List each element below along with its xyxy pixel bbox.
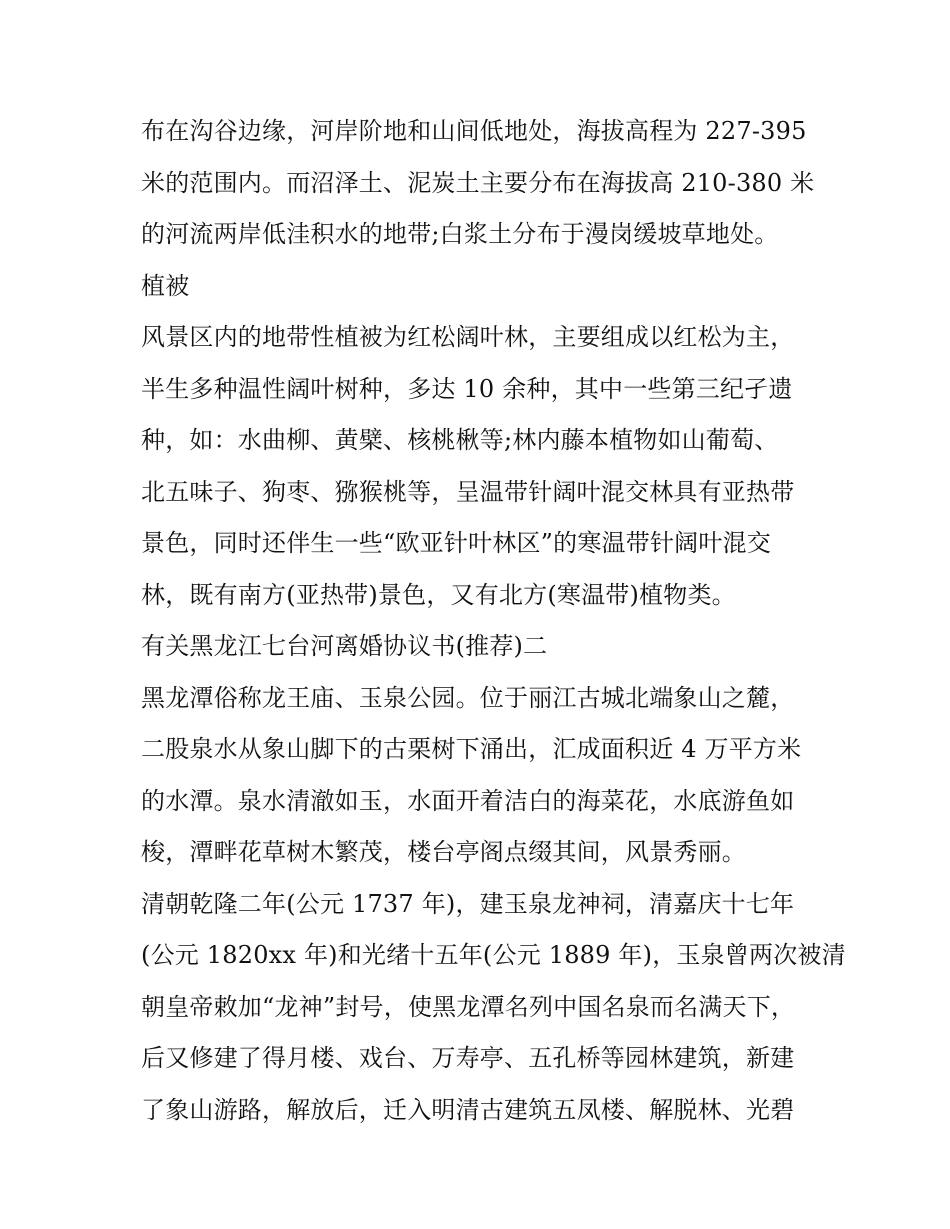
document-body-text xyxy=(141,106,846,1136)
text-line-20: 了象山游路，解放后，迁入明清古建筑五凤楼、解脱林、光碧 xyxy=(141,1095,795,1124)
text-line-8: 北五味子、狗枣、猕猴桃等，呈温带针阔叶混交林具有亚热带 xyxy=(141,477,795,506)
text-line-14: 的水潭。泉水清澈如玉，水面开着洁白的海菜花，水底游鱼如 xyxy=(141,786,795,815)
text-line-5: 风景区内的地带性植被为红松阔叶林，主要组成以红松为主， xyxy=(141,323,795,351)
text-line-10: 林，既有南方(亚热带)景色，又有北方(寒温带)植物类。 xyxy=(141,580,736,609)
text-line-2: 米的范围内。而沼泽土、泥炭土主要分布在海拔高 210-380 米 xyxy=(141,168,815,197)
text-line-15: 梭，潭畔花草树木繁茂，楼台亭阁点缀其间，风景秀丽。 xyxy=(141,838,746,866)
text-line-3: 的河流两岸低洼积水的地带;白浆土分布于漫岗缓坡草地处。 xyxy=(141,220,779,248)
section-heading-vegetation: 植被 xyxy=(141,271,190,300)
text-line-7: 种，如：水曲柳、黄檗、核桃楸等;林内藤本植物如山葡萄、 xyxy=(141,426,779,454)
text-line-19: 后又修建了得月楼、戏台、万寿亭、五孔桥等园林建筑，新建 xyxy=(141,1044,795,1072)
text-line-17: (公元 1820xx 年)和光绪十五年(公元 1889 年)，玉泉曾两次被清 xyxy=(141,941,846,969)
text-line-18: 朝皇帝敕加“龙神”封号，使黑龙潭名列中国名泉而名满天下， xyxy=(141,992,796,1021)
text-line-6: 半生多种温性阔叶树种，多达 10 余种，其中一些第三纪孑遗 xyxy=(141,374,793,403)
text-line-9: 景色，同时还伴生一些“欧亚针叶林区”的寒温带针阔叶混交 xyxy=(141,529,771,557)
text-line-1: 布在沟谷边缘，河岸阶地和山间低地处，海拔高程为 227-395 xyxy=(141,117,807,145)
text-line-16: 清朝乾隆二年(公元 1737 年)，建玉泉龙神祠，清嘉庆十七年 xyxy=(141,889,795,918)
section-heading-agreement: 有关黑龙江七台河离婚协议书(推荐)二 xyxy=(141,632,548,660)
text-line-13: 二股泉水从象山脚下的古栗树下涌出，汇成面积近 4 万平方米 xyxy=(141,735,802,763)
text-line-12: 黑龙潭俗称龙王庙、玉泉公园。位于丽江古城北端象山之麓， xyxy=(141,683,795,712)
